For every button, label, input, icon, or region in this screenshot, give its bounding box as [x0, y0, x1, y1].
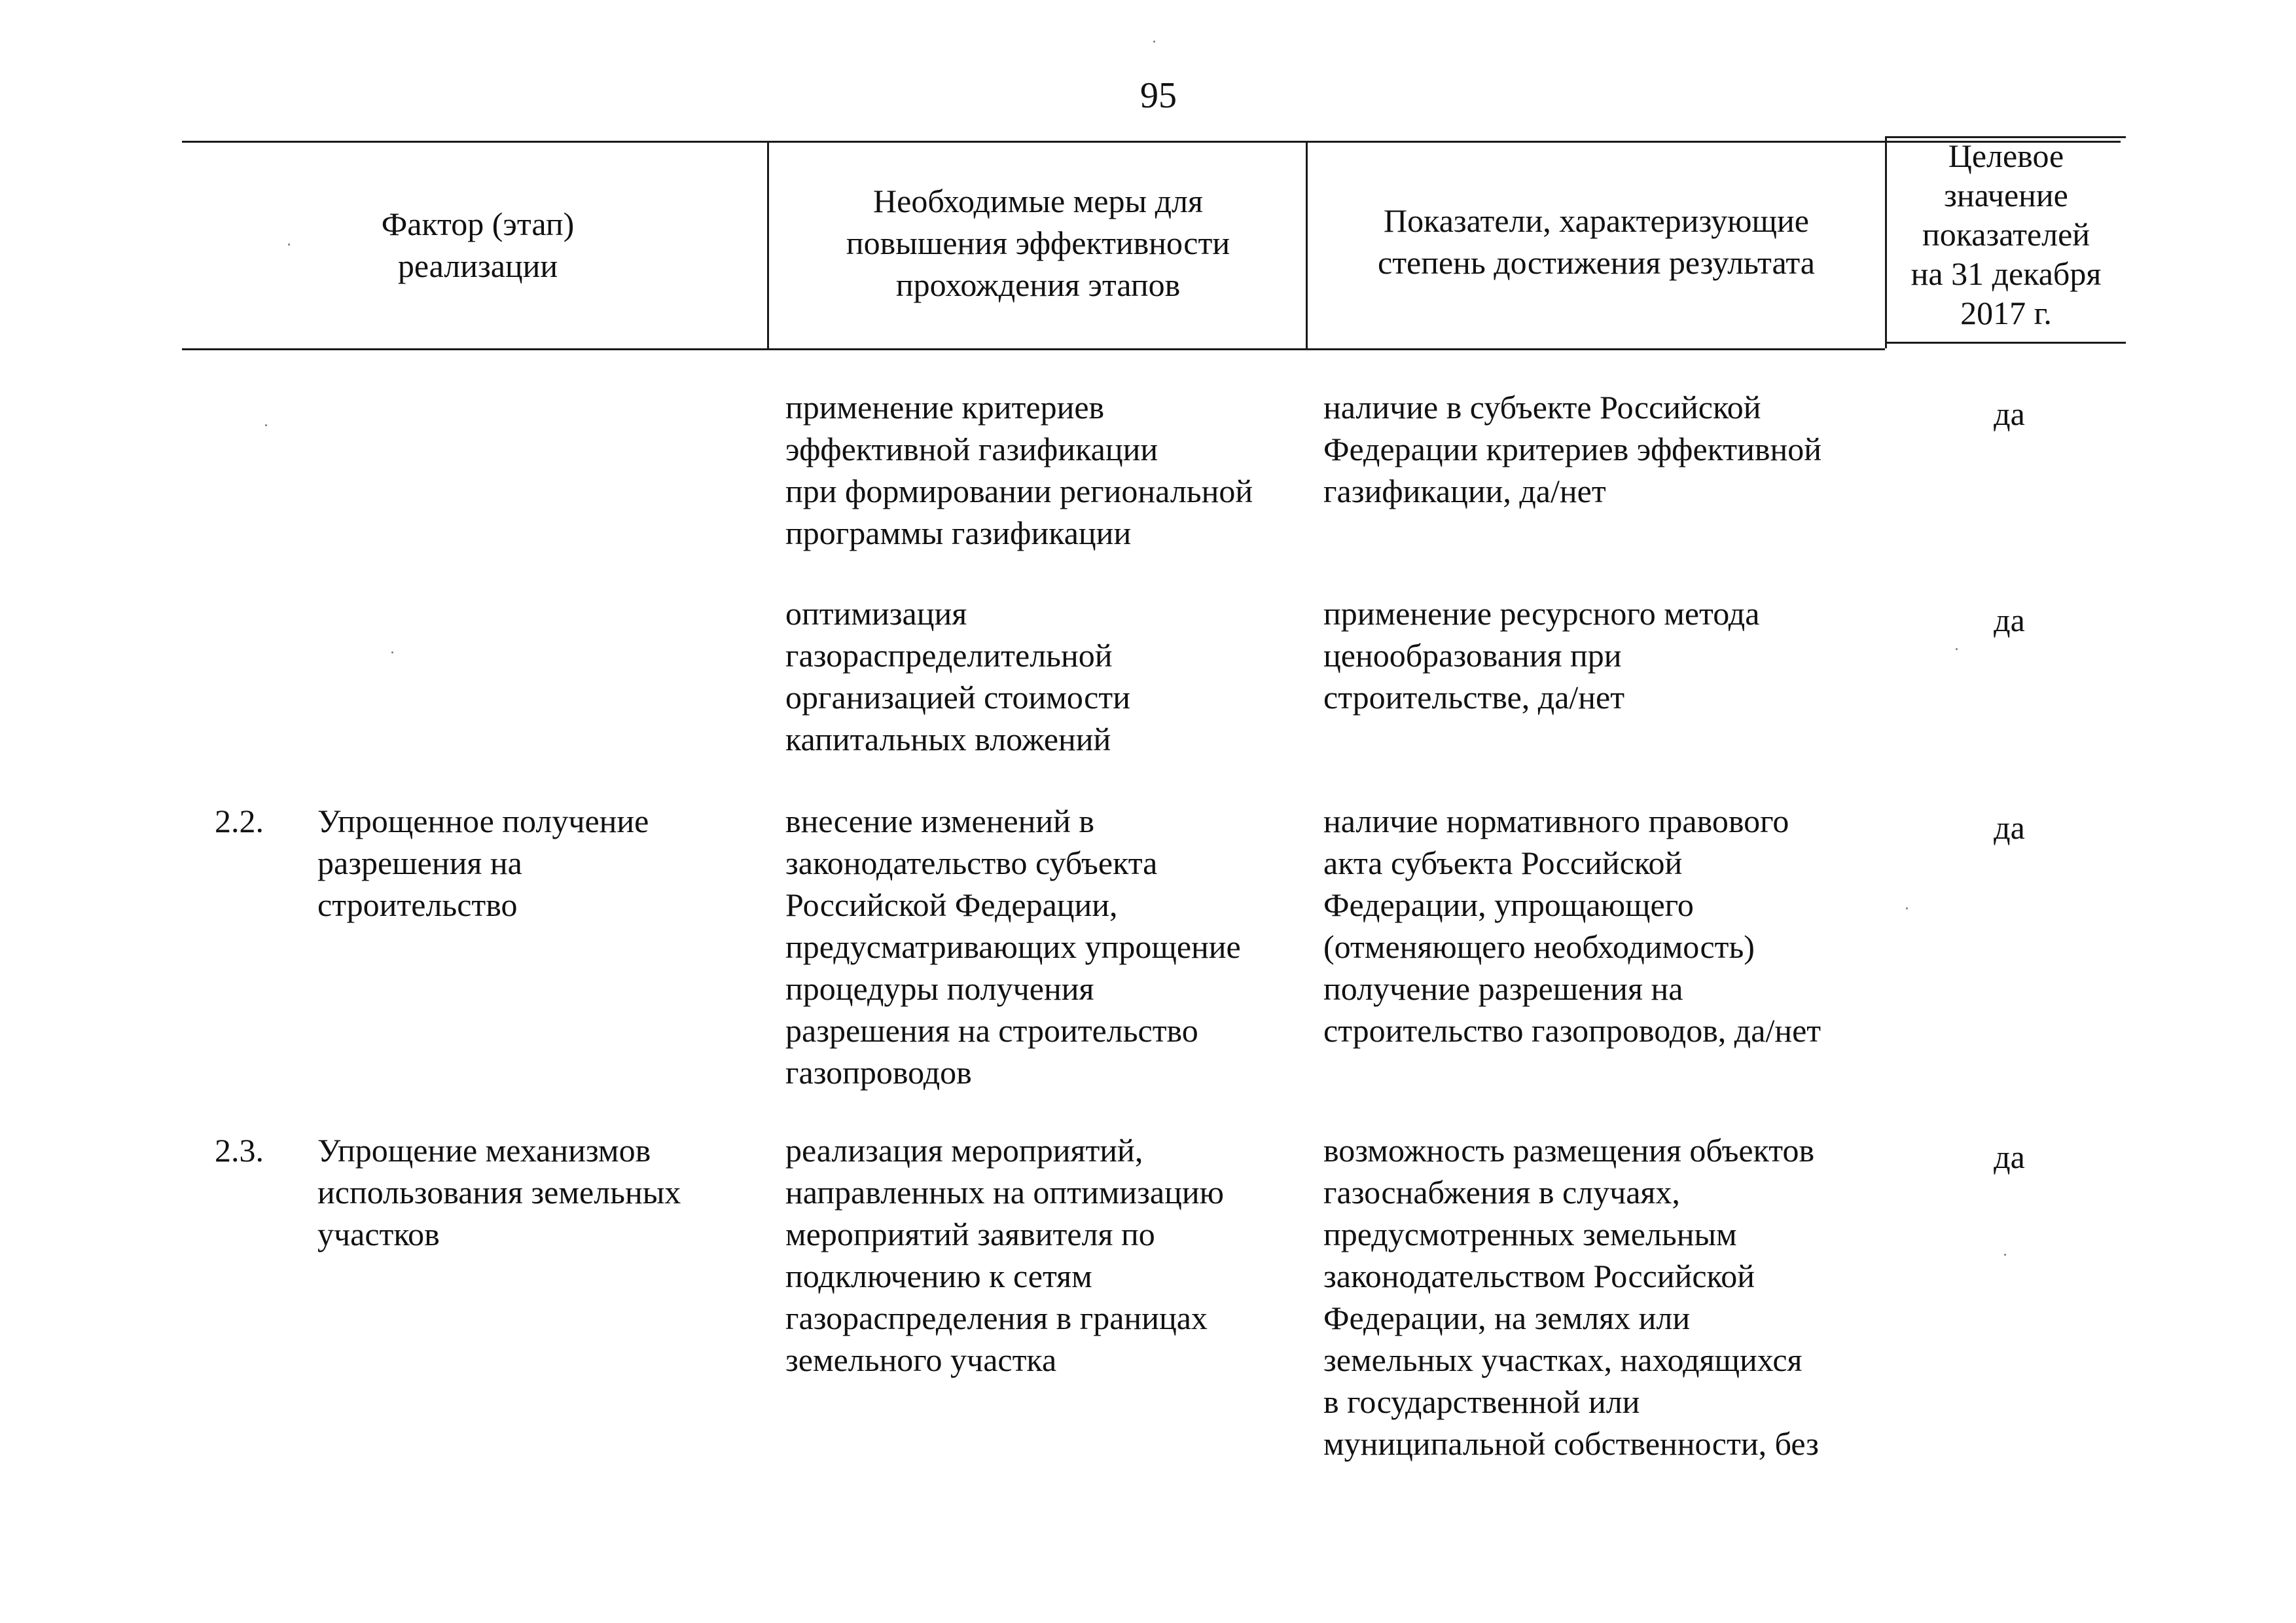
row-2-measure: оптимизация газораспределительной организацией стоимости капитальных вложений	[785, 595, 1130, 757]
row-4-indicator: возможность размещения объектов газоснабжения в случаях, предусмотренных земельным законодательством Российской Федерации, на землях или земельных участках, находящихся в государственной или муниципальной собственности, без	[1323, 1132, 1819, 1462]
page-number: 95	[1140, 75, 1177, 116]
row-4-measure: реализация мероприятий, направленных на оптимизацию мероприятий заявителя по подключению к сетям газораспределения в границах земельного участка	[785, 1132, 1224, 1378]
header-indicators: Показатели, характеризующие степень достижения результата	[1378, 202, 1815, 281]
row-1-measure: применение критериев эффективной газификации при формировании региональной программы газификации	[785, 389, 1253, 551]
row-4-number: 2.3.	[215, 1132, 264, 1169]
header-divider-1	[767, 141, 769, 348]
row-3-indicator: наличие нормативного правового акта субъекта Российской Федерации, упрощающего (отменяющего необходимость) получение разрешения на строительство газопроводов, да/нет	[1323, 803, 1821, 1049]
row-3-factor: Упрощенное получение разрешения на строительство	[317, 803, 649, 923]
header-divider-3	[1885, 136, 1887, 348]
row-2-indicator: применение ресурсного метода ценообразования при строительстве, да/нет	[1323, 595, 1760, 716]
row-3-measure: внесение изменений в законодательство субъекта Российской Федерации, предусматривающих упрощение процедуры получения разрешения на строительство газопроводов	[785, 803, 1241, 1091]
scan-speck	[391, 651, 393, 653]
scan-speck	[2004, 1254, 2006, 1256]
scan-speck	[1956, 648, 1958, 650]
row-1-target: да	[1994, 395, 2025, 432]
scan-speck	[1153, 41, 1155, 43]
scan-speck	[1906, 907, 1908, 909]
header-bottom-rule-right	[1885, 342, 2126, 344]
row-1-indicator: наличие в субъекте Российской Федерации критериев эффективной газификации, да/нет	[1323, 389, 1822, 509]
row-2-target: да	[1994, 602, 2025, 638]
header-target: Целевое значение показателей на 31 декабря 2017 г.	[1910, 137, 2102, 331]
scan-speck	[288, 244, 290, 246]
header-bottom-rule	[182, 348, 1885, 350]
header-measures: Необходимые меры для повышения эффективности прохождения этапов	[846, 183, 1230, 303]
scan-speck	[265, 424, 267, 426]
header-top-rule	[182, 141, 2121, 143]
row-4-target: да	[1994, 1139, 2025, 1175]
header-factor: Фактор (этап) реализации	[381, 206, 575, 284]
row-3-number: 2.2.	[215, 803, 264, 839]
row-3-target: да	[1994, 809, 2025, 846]
header-divider-2	[1306, 141, 1308, 348]
row-4-factor: Упрощение механизмов использования земельных участков	[317, 1132, 681, 1252]
